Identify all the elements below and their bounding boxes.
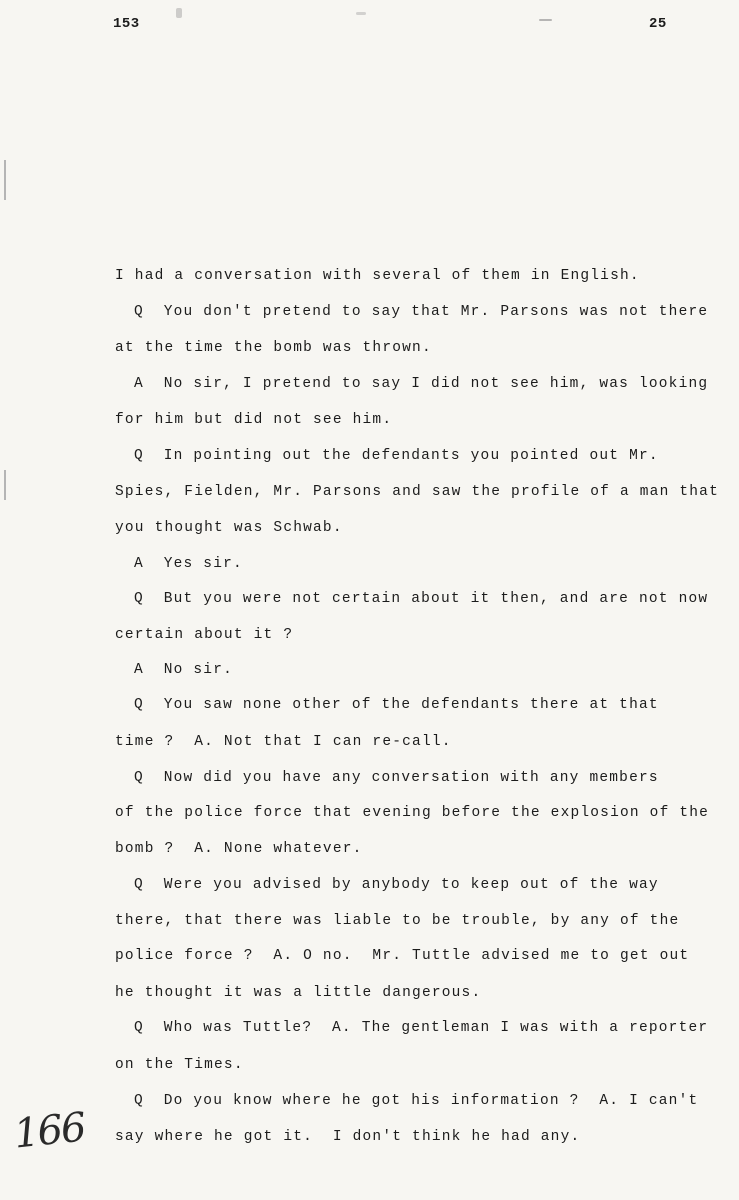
transcript-line: Q You don't pretend to say that Mr. Parsons was not there (134, 304, 709, 320)
transcript-line: say where he got it. I don't think he had any. (115, 1129, 581, 1145)
transcript-line: for him but did not see him. (115, 412, 393, 428)
smudge-mark (356, 12, 366, 15)
transcript-line: Q In pointing out the defendants you pointed out Mr. (134, 448, 659, 464)
transcript-line: you thought was Schwab. (115, 520, 343, 536)
page-number-right: 25 (649, 16, 667, 32)
smudge-mark (176, 8, 182, 18)
transcript-line: Q Now did you have any conversation with any members (134, 770, 659, 786)
transcript-line: A No sir, I pretend to say I did not see him, was looking (134, 376, 709, 392)
transcript-line: A Yes sir. (134, 556, 243, 572)
transcript-line: on the Times. (115, 1057, 244, 1073)
transcript-line: time ? A. Not that I can re-call. (115, 734, 452, 750)
transcript-line: there, that there was liable to be trouble, by any of the (115, 913, 680, 929)
transcript-line: Q Do you know where he got his information ? A. I can't (134, 1093, 699, 1109)
paper-edge-mark (4, 470, 6, 500)
transcript-line: Q Were you advised by anybody to keep out of the way (134, 877, 659, 893)
transcript-line: certain about it ? (115, 627, 294, 643)
page-number-left: 153 (113, 16, 140, 32)
transcript-line: at the time the bomb was thrown. (115, 340, 432, 356)
transcript-line: Q But you were not certain about it then, and are not now (134, 591, 709, 607)
transcript-line: Spies, Fielden, Mr. Parsons and saw the profile of a man that (115, 484, 719, 500)
transcript-line: he thought it was a little dangerous. (115, 985, 482, 1001)
transcript-line: Q You saw none other of the defendants there at that (134, 697, 659, 713)
transcript-line: A No sir. (134, 662, 234, 678)
transcript-line: police force ? A. O no. Mr. Tuttle advised me to get out (115, 948, 690, 964)
transcript-line: Q Who was Tuttle? A. The gentleman I was with a reporter (134, 1020, 709, 1036)
transcript-line: of the police force that evening before the explosion of the (115, 805, 710, 821)
transcript-line: I had a conversation with several of them in English. (115, 268, 640, 284)
transcript-line: bomb ? A. None whatever. (115, 841, 363, 857)
handwritten-margin-number: 166 (11, 1104, 87, 1158)
smudge-mark (539, 19, 552, 21)
paper-edge-mark (4, 160, 6, 200)
